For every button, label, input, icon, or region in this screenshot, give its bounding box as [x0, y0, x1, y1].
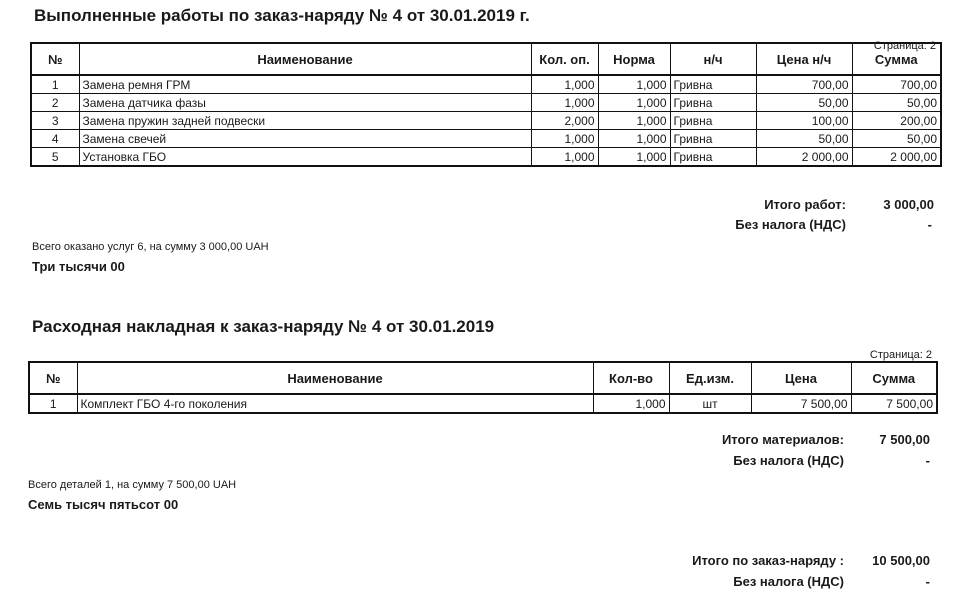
- table-row: [31, 112, 941, 130]
- row-sum: 7 500,00: [851, 394, 937, 413]
- invoice-table: [28, 361, 938, 414]
- invoice-tax-label: Без налога (НДС): [733, 453, 844, 468]
- row-num: 4: [31, 130, 79, 148]
- row-unit: Гривна: [670, 94, 756, 112]
- invoice-col-price: Цена: [751, 362, 851, 394]
- works-tax-label: Без налога (НДС): [735, 217, 846, 232]
- invoice-total-label: Итого материалов:: [721, 432, 844, 447]
- row-qty: 1,000: [531, 94, 598, 112]
- row-unit: Гривна: [670, 75, 756, 94]
- row-price: 2 000,00: [756, 148, 852, 167]
- row-num: 1: [31, 75, 79, 94]
- table-row: [31, 75, 941, 94]
- row-sum: 200,00: [852, 112, 941, 130]
- works-total-label: Итого работ:: [764, 197, 846, 212]
- invoice-total-value: 7 500,00: [879, 432, 930, 447]
- row-name: Замена пружин задней подвески: [79, 112, 531, 130]
- grand-tax-value: -: [925, 574, 930, 589]
- works-sum-in-words: Три тысячи 00: [32, 259, 125, 274]
- grand-tax-label: Без налога (НДС): [733, 574, 844, 589]
- row-price: 50,00: [756, 94, 852, 112]
- row-price: 50,00: [756, 130, 852, 148]
- works-col-norm: Норма: [598, 43, 670, 75]
- invoice-header-row: [29, 362, 937, 394]
- row-unit: Гривна: [670, 148, 756, 167]
- row-unit: Гривна: [670, 130, 756, 148]
- table-row: [29, 394, 937, 413]
- works-col-qty: Кол. оп.: [531, 43, 598, 75]
- works-col-unit: н/ч: [670, 43, 756, 75]
- row-num: 1: [29, 394, 77, 413]
- invoice-title: Расходная накладная к заказ-наряду № 4 от 30.01.2019: [32, 317, 495, 336]
- works-header-row: [31, 43, 941, 75]
- row-num: 2: [31, 94, 79, 112]
- works-col-sum: Сумма: [852, 43, 941, 75]
- row-qty: 1,000: [531, 130, 598, 148]
- works-summary: Всего оказано услуг 6, на сумму 3 000,00 UAH: [32, 241, 269, 253]
- row-name: Замена ремня ГРМ: [79, 75, 531, 94]
- row-unit: шт: [669, 394, 751, 413]
- row-name: Комплект ГБО 4-го поколения: [77, 394, 593, 413]
- invoice-tax-value: -: [925, 453, 930, 468]
- row-qty: 2,000: [531, 112, 598, 130]
- works-total-value: 3 000,00: [883, 197, 934, 212]
- row-norm: 1,000: [598, 148, 670, 167]
- row-norm: 1,000: [598, 112, 670, 130]
- row-price: 100,00: [756, 112, 852, 130]
- row-sum: 50,00: [852, 94, 941, 112]
- row-unit: Гривна: [670, 112, 756, 130]
- invoice-col-name: Наименование: [77, 362, 593, 394]
- grand-total-value: 10 500,00: [872, 553, 930, 568]
- row-qty: 1,000: [531, 148, 598, 167]
- works-page-number: Страница: 2: [873, 40, 936, 52]
- works-title: Выполненные работы по заказ-наряду № 4 от 30.01.2019 г.: [34, 6, 530, 25]
- invoice-col-qty: Кол-во: [593, 362, 669, 394]
- works-col-price: Цена н/ч: [756, 43, 852, 75]
- table-row: [31, 130, 941, 148]
- row-num: 3: [31, 112, 79, 130]
- row-num: 5: [31, 148, 79, 167]
- invoice-col-sum: Сумма: [851, 362, 937, 394]
- row-name: Замена датчика фазы: [79, 94, 531, 112]
- row-norm: 1,000: [598, 94, 670, 112]
- works-table: [30, 42, 942, 167]
- works-tax-value: -: [927, 217, 932, 232]
- table-row: [31, 94, 941, 112]
- row-name: Замена свечей: [79, 130, 531, 148]
- row-sum: 700,00: [852, 75, 941, 94]
- row-qty: 1,000: [531, 75, 598, 94]
- invoice-sum-in-words: Семь тысяч пятьсот 00: [28, 497, 179, 512]
- row-norm: 1,000: [598, 75, 670, 94]
- row-qty: 1,000: [593, 394, 669, 413]
- row-norm: 1,000: [598, 130, 670, 148]
- invoice-col-num: №: [29, 362, 77, 394]
- invoice-col-unit: Ед.изм.: [669, 362, 751, 394]
- row-price: 7 500,00: [751, 394, 851, 413]
- grand-total-label: Итого по заказ-наряду :: [692, 553, 844, 568]
- row-sum: 2 000,00: [852, 148, 941, 167]
- invoice-summary: Всего деталей 1, на сумму 7 500,00 UAH: [28, 479, 237, 491]
- row-name: Установка ГБО: [79, 148, 531, 167]
- invoice-page-number: Страница: 2: [869, 349, 932, 361]
- works-col-name: Наименование: [79, 43, 531, 75]
- row-price: 700,00: [756, 75, 852, 94]
- table-row: [31, 148, 941, 167]
- row-sum: 50,00: [852, 130, 941, 148]
- works-col-num: №: [31, 43, 79, 75]
